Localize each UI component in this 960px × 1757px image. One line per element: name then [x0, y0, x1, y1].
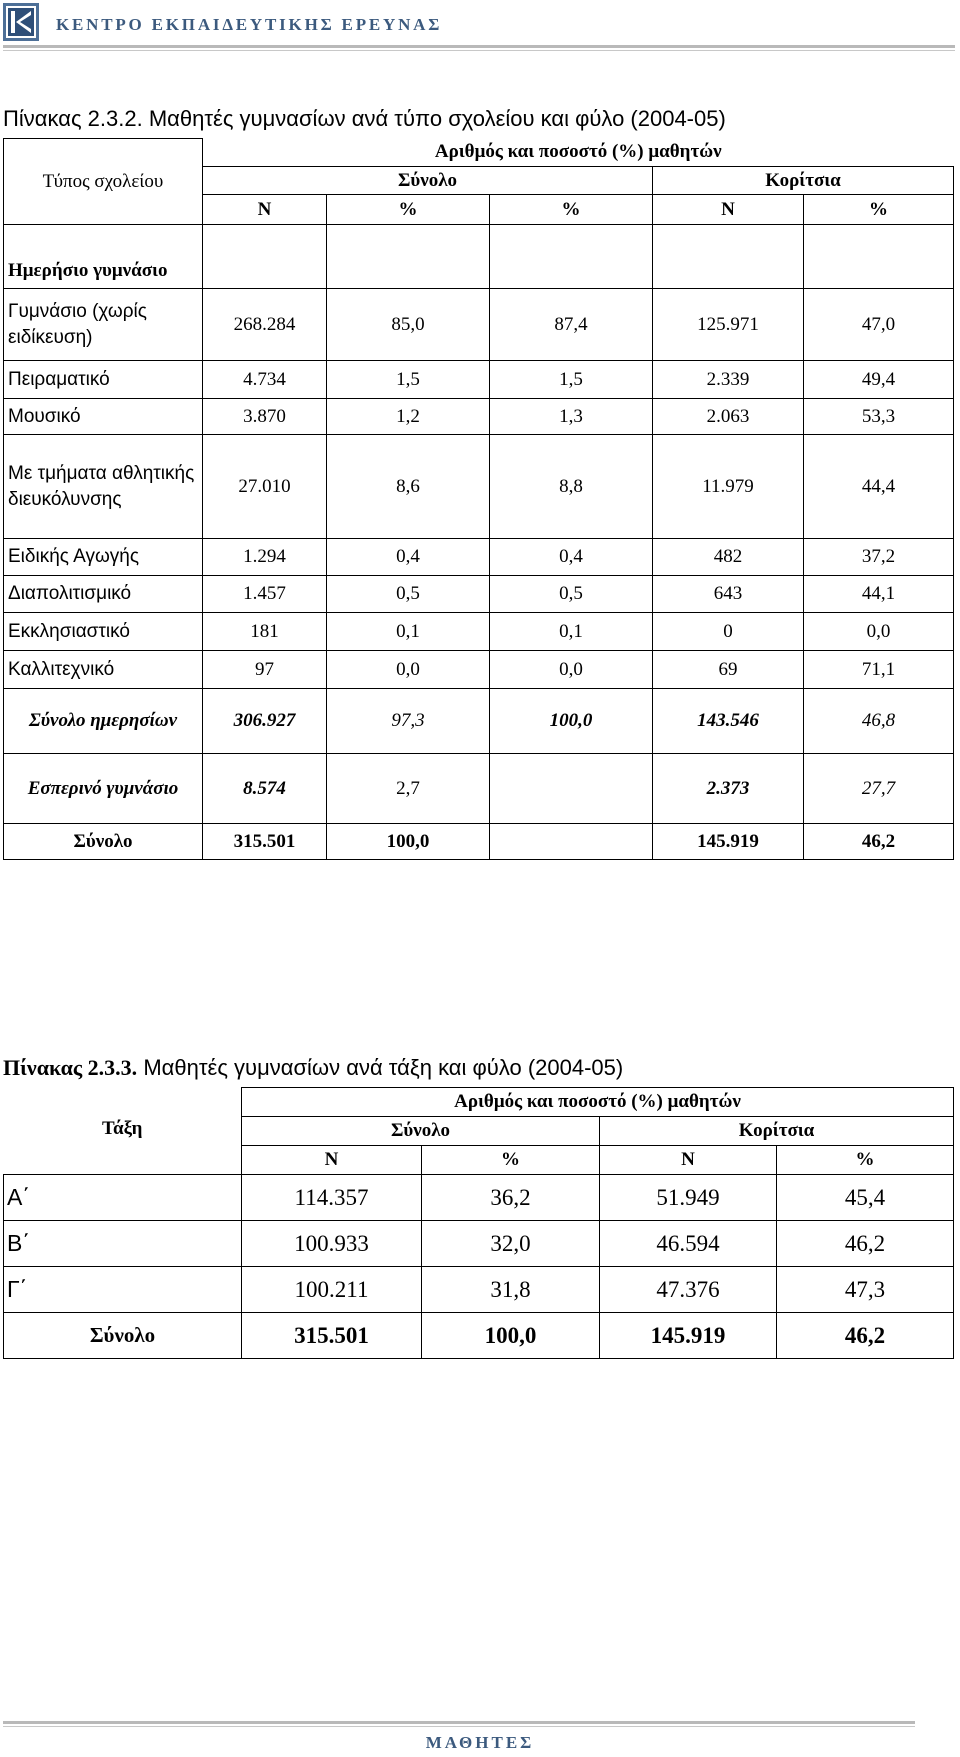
- row-name: Διαπολιτισμικό: [4, 576, 203, 613]
- col-n-girls: N: [600, 1146, 777, 1175]
- total-n: 315.501: [242, 1313, 422, 1359]
- col-pct-total: %: [422, 1146, 600, 1175]
- cell-pct-girls: 47,3: [777, 1267, 954, 1313]
- cell-n: 3.870: [203, 399, 327, 435]
- col-pct-total: %: [327, 195, 490, 225]
- cell-pct: 1,5: [327, 361, 490, 399]
- group-total-header: Σύνολο: [242, 1117, 600, 1146]
- cell-pct-girls: 44,1: [804, 576, 954, 613]
- cell-n: 100.933: [242, 1221, 422, 1267]
- col-n-total: N: [242, 1146, 422, 1175]
- subtotal-n-girls: 143.546: [653, 689, 804, 754]
- row-name: Ειδικής Αγωγής: [4, 539, 203, 576]
- kee-logo-icon: [3, 3, 39, 41]
- header-divider-thin: [3, 50, 955, 51]
- grade-header: Τάξη: [4, 1088, 242, 1175]
- footer-divider-thin: [3, 1726, 915, 1727]
- cell-n: 97: [203, 651, 327, 689]
- table-row: [4, 539, 954, 576]
- cell-n-girls: 2.063: [653, 399, 804, 435]
- table-row: [4, 1175, 954, 1221]
- evening-row: [4, 754, 954, 824]
- empty-cell: [653, 225, 804, 289]
- table1-title: [3, 106, 726, 132]
- cell-pct: 0,1: [490, 613, 653, 651]
- evening-pct: 2,7: [327, 754, 490, 824]
- col-n-girls: N: [653, 195, 804, 225]
- evening-n-girls: 2.373: [653, 754, 804, 824]
- total-n-girls: 145.919: [600, 1313, 777, 1359]
- table1-caption: Μαθητές γυμνασίων ανά τύπο σχολείου και φύλο (2004-05): [148, 106, 726, 131]
- cell-pct: 85,0: [327, 289, 490, 361]
- group-girls-header: Κορίτσια: [653, 167, 954, 195]
- empty-cell: [327, 225, 490, 289]
- col-pct-total-2: %: [490, 195, 653, 225]
- cell-n: 268.284: [203, 289, 327, 361]
- cell-n: 4.734: [203, 361, 327, 399]
- total-pct: 100,0: [422, 1313, 600, 1359]
- grade-name: Β΄: [4, 1221, 242, 1267]
- cell-n-girls: 125.971: [653, 289, 804, 361]
- footer-section-title: ΜΑΘΗΤΕΣ: [425, 1733, 535, 1752]
- cell-n-girls: 46.594: [600, 1221, 777, 1267]
- page-header: [3, 3, 955, 47]
- cell-pct: 8,8: [490, 435, 653, 539]
- col-pct-girls: %: [804, 195, 954, 225]
- subtotal-pct: 97,3: [327, 689, 490, 754]
- cell-pct-girls: 44,4: [804, 435, 954, 539]
- table-row: [4, 1267, 954, 1313]
- cell-pct: 0,0: [327, 651, 490, 689]
- main-header: Αριθμός και ποσοστό (%) μαθητών: [203, 139, 954, 167]
- cell-pct: 0,1: [327, 613, 490, 651]
- footer-divider: [3, 1721, 915, 1724]
- empty-cell: [490, 225, 653, 289]
- cell-n: 1.457: [203, 576, 327, 613]
- row-name: Πειραματικό: [4, 361, 203, 399]
- col-n-total: N: [203, 195, 327, 225]
- cell-n-girls: 643: [653, 576, 804, 613]
- row-name: Με τμήματα αθλητικής διευκόλυνσης: [4, 435, 203, 539]
- table-row: [4, 651, 954, 689]
- table2-title: [3, 1055, 623, 1081]
- subtotal-name: Σύνολο ημερησίων: [4, 689, 203, 754]
- col-pct-girls: %: [777, 1146, 954, 1175]
- subtotal-pct-girls: 46,8: [804, 689, 954, 754]
- table1-label: Πίνακας 2.3.2.: [3, 106, 143, 131]
- group-total-header: Σύνολο: [203, 167, 653, 195]
- empty-cell: [804, 225, 954, 289]
- empty-cell: [203, 225, 327, 289]
- subtotal-n: 306.927: [203, 689, 327, 754]
- organization-name: ΚΕΝΤΡΟ ΕΚΠΑΙΔΕΥΤΙΚΗΣ ΕΡΕΥΝΑΣ: [56, 15, 443, 34]
- cell-pct-girls: 46,2: [777, 1221, 954, 1267]
- total-row: [4, 1313, 954, 1359]
- cell-n-girls: 11.979: [653, 435, 804, 539]
- subtotal-pct-2: 100,0: [490, 689, 653, 754]
- table-row: [4, 613, 954, 651]
- row-name: Μουσικό: [4, 399, 203, 435]
- cell-pct: 0,5: [490, 576, 653, 613]
- cell-pct: 1,2: [327, 399, 490, 435]
- total-n-girls: 145.919: [653, 824, 804, 860]
- grade-name: Α΄: [4, 1175, 242, 1221]
- type-header: Τύπος σχολείου: [4, 139, 203, 225]
- grade-name: Γ΄: [4, 1267, 242, 1313]
- table-students-by-school-type: [3, 138, 954, 860]
- cell-pct: 8,6: [327, 435, 490, 539]
- total-row: [4, 824, 954, 860]
- total-pct: 100,0: [327, 824, 490, 860]
- cell-n: 100.211: [242, 1267, 422, 1313]
- cell-pct: 32,0: [422, 1221, 600, 1267]
- subtotal-row: [4, 689, 954, 754]
- cell-n: 1.294: [203, 539, 327, 576]
- table2-caption: Μαθητές γυμνασίων ανά τάξη και φύλο (2004-05): [143, 1055, 624, 1080]
- table2-label: Πίνακας 2.3.3.: [3, 1055, 138, 1080]
- cell-pct-girls: 45,4: [777, 1175, 954, 1221]
- cell-pct-girls: 71,1: [804, 651, 954, 689]
- cell-n: 114.357: [242, 1175, 422, 1221]
- cell-pct-girls: 0,0: [804, 613, 954, 651]
- total-pct-girls: 46,2: [804, 824, 954, 860]
- table-row: [4, 361, 954, 399]
- cell-pct: 0,4: [327, 539, 490, 576]
- cell-pct-girls: 53,3: [804, 399, 954, 435]
- cell-pct-girls: 37,2: [804, 539, 954, 576]
- group-girls-header: Κορίτσια: [600, 1117, 954, 1146]
- cell-n: 181: [203, 613, 327, 651]
- evening-n: 8.574: [203, 754, 327, 824]
- cell-pct: 0,4: [490, 539, 653, 576]
- table-row: [4, 576, 954, 613]
- cell-n-girls: 0: [653, 613, 804, 651]
- total-n: 315.501: [203, 824, 327, 860]
- cell-pct: 31,8: [422, 1267, 600, 1313]
- table-row: [4, 289, 954, 361]
- cell-pct: 0,5: [327, 576, 490, 613]
- table-row: [4, 435, 954, 539]
- cell-n-girls: 482: [653, 539, 804, 576]
- cell-n: 27.010: [203, 435, 327, 539]
- total-name: Σύνολο: [4, 1313, 242, 1359]
- total-name: Σύνολο: [4, 824, 203, 860]
- total-pct-girls: 46,2: [777, 1313, 954, 1359]
- row-name: Γυμνάσιο (χωρίς ειδίκευση): [4, 289, 203, 361]
- table-row: [4, 1221, 954, 1267]
- row-name: Καλλιτεχνικό: [4, 651, 203, 689]
- cell-pct: 1,5: [490, 361, 653, 399]
- evening-pct-girls: 27,7: [804, 754, 954, 824]
- cell-n-girls: 69: [653, 651, 804, 689]
- cell-pct-girls: 49,4: [804, 361, 954, 399]
- cell-pct: 36,2: [422, 1175, 600, 1221]
- cell-pct-girls: 47,0: [804, 289, 954, 361]
- total-pct-2: [490, 824, 653, 860]
- cell-pct: 1,3: [490, 399, 653, 435]
- cell-n-girls: 2.339: [653, 361, 804, 399]
- section-day-school: Ημερήσιο γυμνάσιο: [4, 225, 203, 289]
- evening-name: Εσπερινό γυμνάσιο: [4, 754, 203, 824]
- cell-n-girls: 47.376: [600, 1267, 777, 1313]
- table-students-by-grade: [3, 1087, 954, 1359]
- table-row: [4, 399, 954, 435]
- main-header: Αριθμός και ποσοστό (%) μαθητών: [242, 1088, 954, 1117]
- header-divider: [3, 45, 955, 48]
- row-name: Εκκλησιαστικό: [4, 613, 203, 651]
- cell-pct: 87,4: [490, 289, 653, 361]
- cell-pct: 0,0: [490, 651, 653, 689]
- evening-pct-2: [490, 754, 653, 824]
- cell-n-girls: 51.949: [600, 1175, 777, 1221]
